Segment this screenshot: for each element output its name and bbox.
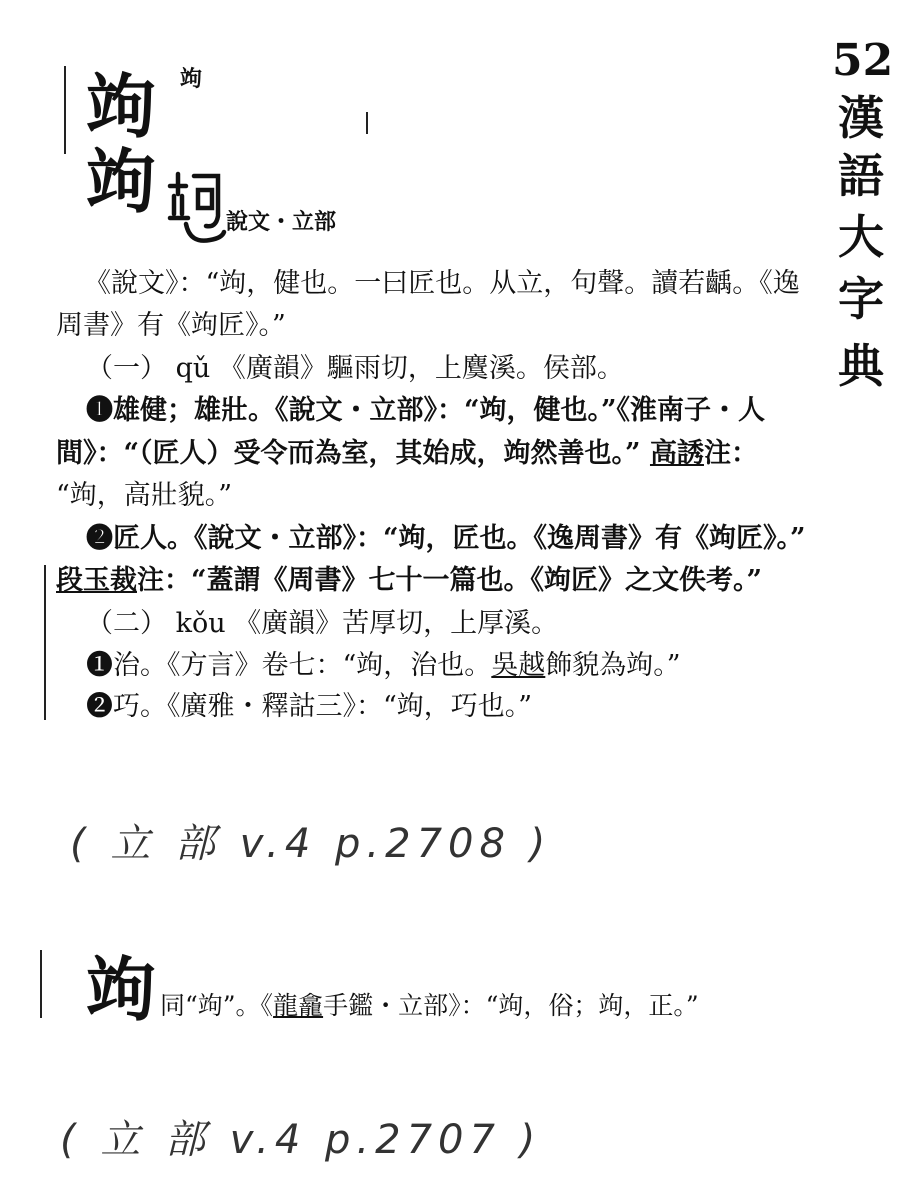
book-title: 龍龕 xyxy=(273,991,324,1020)
variant-note: 竘 xyxy=(180,66,203,92)
dictionary-title-char: 漢 xyxy=(838,91,884,145)
definition-text: 飾貌為竘。” xyxy=(545,650,681,681)
place-name: 吳越 xyxy=(491,650,546,681)
margin-line xyxy=(44,565,46,720)
pronunciation-line: （二） kǒu 《廣韻》苦厚切，上厚溪。 xyxy=(86,608,559,639)
margin-line xyxy=(64,66,66,154)
definition-line: ❷匠人。《說文・立部》：“竘，匠也。《逸周書》有《竘匠》。” xyxy=(86,523,806,554)
dictionary-title-char: 大 xyxy=(838,210,884,264)
definition-line: ❶雄健；雄壯。《說文・立部》：“竘，健也。”《淮南子・人 xyxy=(86,395,766,426)
handwritten-reference: ( 立 部 v.4 p.2708 ) xyxy=(70,821,552,867)
paragraph-line: 周書》有《竘匠》。” xyxy=(56,310,286,341)
definition-text: 同“竘”。《 xyxy=(160,991,274,1020)
definition-line: “竘，高壯貌。” xyxy=(56,480,233,511)
headword: 竘 xyxy=(86,948,156,1031)
pronunciation-line: （一） qǔ 《廣韻》驅雨切，上麌溪。侯部。 xyxy=(86,353,624,384)
margin-line xyxy=(40,950,42,1018)
dictionary-title-char: 語 xyxy=(838,149,884,203)
dictionary-title-char: 字 xyxy=(838,272,884,326)
definition-line xyxy=(56,567,762,594)
definition-text: ❶治。《方言》卷七：“竘，治也。 xyxy=(86,650,492,681)
margin-line xyxy=(366,112,368,134)
handwritten-reference: ( 立 部 v.4 p.2707 ) xyxy=(60,1117,542,1163)
volume-number: 52 xyxy=(832,35,894,86)
commentator-name: 段玉裁 xyxy=(56,565,137,596)
headword: 竘 xyxy=(86,65,156,148)
seal-source: 說文・立部 xyxy=(226,209,337,235)
headword-repeat: 竘 xyxy=(86,140,156,223)
definition-text: 手鑑・立部》：“竘，俗；竘，正。” xyxy=(323,991,699,1020)
commentator-suffix: 注： xyxy=(703,438,758,469)
entry-definition xyxy=(160,993,699,1018)
definition-line xyxy=(86,652,681,679)
definition-text: 注：“蓋謂《周書》七十一篇也。《竘匠》之文佚考。” xyxy=(137,565,763,596)
definition-line: ❷巧。《廣雅・釋詁三》：“竘，巧也。” xyxy=(86,691,533,722)
paragraph-line: 《說文》：“竘，健也。一曰匠也。从立，句聲。讀若齲。《逸 xyxy=(84,268,800,299)
definition-line xyxy=(56,440,758,467)
definition-text: 間》：“（匠人）受令而為室，其始成，竘然善也。” xyxy=(56,438,641,469)
commentator-name: 高誘 xyxy=(649,438,704,469)
dictionary-title-char: 典 xyxy=(838,339,884,393)
seal-script-glyph xyxy=(166,168,228,248)
